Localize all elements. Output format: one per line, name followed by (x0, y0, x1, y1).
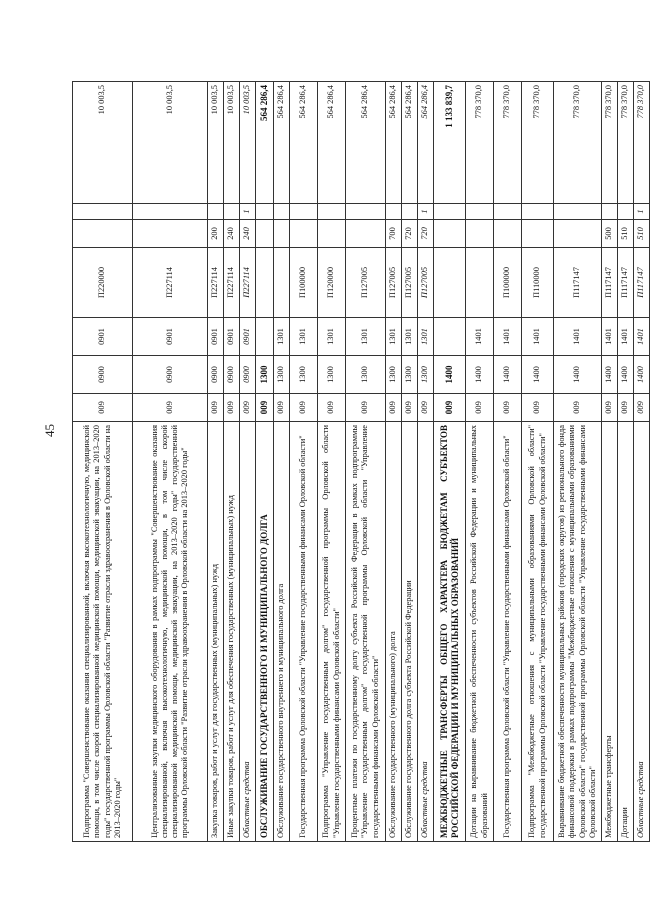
source-code (434, 204, 466, 220)
section-code: 1400 (602, 356, 618, 394)
subsection-code (256, 318, 274, 356)
source-code (494, 204, 522, 220)
grbs-code: 009 (274, 394, 290, 422)
amount: 10 003,5 (133, 82, 208, 204)
target-article-code (466, 248, 494, 318)
budget-table-rotated (72, 82, 646, 842)
row-name: Подпрограмма "Управление государственным долгом" государственной программы Орловской области "Управление государственными финансами Орловской области" (318, 422, 346, 842)
target-article-code: П117147 (618, 248, 634, 318)
table-row (494, 82, 522, 842)
section-code: 0900 (240, 356, 256, 394)
section-code: 1300 (386, 356, 402, 394)
grbs-code: 009 (133, 394, 208, 422)
expense-type-code: 510 (618, 220, 634, 248)
subsection-code: 1401 (602, 318, 618, 356)
target-article-code (256, 248, 274, 318)
source-code (466, 204, 494, 220)
row-name: МЕЖБЮДЖЕТНЫЕ ТРАНСФЕРТЫ ОБЩЕГО ХАРАКТЕРА БЮДЖЕТАМ СУБЪЕКТОВ РОССИЙСКОЙ ФЕДЕРАЦИИ И МУНИЦИПАЛЬНЫХ ОБРАЗОВАНИЙ (434, 422, 466, 842)
amount: 10 003,5 (73, 82, 133, 204)
expense-type-code: 700 (386, 220, 402, 248)
row-name: Обслуживание государственного внутреннего и муниципального долга (274, 422, 290, 842)
section-code: 0900 (224, 356, 240, 394)
section-code: 1400 (634, 356, 650, 394)
row-name: Подпрограмма "Межбюджетные отношения с муниципальными образованиями Орловской области" государственной программы Орловской области "Управление государственными финансами Орловской области" (522, 422, 554, 842)
subsection-code: 1401 (466, 318, 494, 356)
amount: 564 286,4 (402, 82, 418, 204)
source-code (274, 204, 290, 220)
subsection-code: 0901 (240, 318, 256, 356)
source-code (554, 204, 602, 220)
grbs-code: 009 (618, 394, 634, 422)
target-article-code: П100000 (290, 248, 318, 318)
section-code: 0900 (133, 356, 208, 394)
source-code (256, 204, 274, 220)
expense-type-code (522, 220, 554, 248)
source-code (208, 204, 224, 220)
table-row (418, 82, 434, 842)
expense-type-code (256, 220, 274, 248)
target-article-code: П227114 (240, 248, 256, 318)
table-row (402, 82, 418, 842)
source-code (290, 204, 318, 220)
table-row (634, 82, 650, 842)
table-row (602, 82, 618, 842)
row-name: Закупка товаров, работ и услуг для государственных (муниципальных) нужд (208, 422, 224, 842)
section-code: 0900 (208, 356, 224, 394)
budget-table (72, 81, 650, 842)
subsection-code: 0901 (133, 318, 208, 356)
source-code (73, 204, 133, 220)
section-code: 1300 (274, 356, 290, 394)
source-code (618, 204, 634, 220)
grbs-code: 009 (208, 394, 224, 422)
target-article-code: П127005 (346, 248, 386, 318)
subsection-code: 1301 (418, 318, 434, 356)
subsection-code: 1401 (522, 318, 554, 356)
page-number: 45 (42, 424, 57, 437)
table-row (318, 82, 346, 842)
source-code (386, 204, 402, 220)
table-row (346, 82, 386, 842)
amount: 778 370,0 (602, 82, 618, 204)
source-code (522, 204, 554, 220)
grbs-code: 009 (466, 394, 494, 422)
target-article-code: П117147 (554, 248, 602, 318)
subsection-code: 1401 (554, 318, 602, 356)
amount: 1 133 839,7 (434, 82, 466, 204)
expense-type-code (346, 220, 386, 248)
grbs-code: 009 (522, 394, 554, 422)
row-name: Подпрограмма "Совершенствование оказания специализированной, включая высокотехнологичную, медицинской помощи, в том числе скорой специализированной медицинской помощи, медицинской эвакуации, на 2013–2020 годы" государственной программы Орловской области "Развитие отрасли здравоохранения в Орловской области на 2013–2020 годы" (73, 422, 133, 842)
expense-type-code (274, 220, 290, 248)
source-code: 1 (634, 204, 650, 220)
section-code: 1300 (290, 356, 318, 394)
section-code: 1400 (554, 356, 602, 394)
expense-type-code: 240 (224, 220, 240, 248)
grbs-code: 009 (318, 394, 346, 422)
row-name: Межбюджетные трансферты (602, 422, 618, 842)
subsection-code: 1401 (494, 318, 522, 356)
amount: 564 286,4 (256, 82, 274, 204)
subsection-code: 0901 (224, 318, 240, 356)
amount: 564 286,4 (290, 82, 318, 204)
table-row (133, 82, 208, 842)
amount: 10 003,5 (240, 82, 256, 204)
amount: 778 370,0 (522, 82, 554, 204)
source-code (224, 204, 240, 220)
target-article-code: П127005 (418, 248, 434, 318)
source-code (346, 204, 386, 220)
target-article-code: П220000 (73, 248, 133, 318)
target-article-code: П227114 (133, 248, 208, 318)
grbs-code: 009 (290, 394, 318, 422)
row-name: Государственная программа Орловской области "Управление государственными финансами Орловской области" (290, 422, 318, 842)
target-article-code: П110000 (522, 248, 554, 318)
row-name: Государственная программа Орловской области "Управление государственными финансами Орловской области" (494, 422, 522, 842)
target-article-code: П127005 (402, 248, 418, 318)
grbs-code: 009 (602, 394, 618, 422)
grbs-code: 009 (256, 394, 274, 422)
section-code: 1400 (434, 356, 466, 394)
source-code (133, 204, 208, 220)
subsection-code: 1301 (290, 318, 318, 356)
target-article-code: П100000 (494, 248, 522, 318)
table-row (224, 82, 240, 842)
grbs-code: 009 (634, 394, 650, 422)
grbs-code: 009 (386, 394, 402, 422)
subsection-code: 1301 (318, 318, 346, 356)
grbs-code: 009 (402, 394, 418, 422)
expense-type-code (554, 220, 602, 248)
row-name: Областные средства (634, 422, 650, 842)
grbs-code: 009 (73, 394, 133, 422)
target-article-code (274, 248, 290, 318)
section-code: 1400 (522, 356, 554, 394)
expense-type-code (466, 220, 494, 248)
subsection-code (434, 318, 466, 356)
source-code: 1 (418, 204, 434, 220)
section-code: 1300 (346, 356, 386, 394)
table-row (290, 82, 318, 842)
row-name: Централизованные закупки медицинского оборудования в рамках подпрограммы "Совершенствование оказания специализированной, включая высокотехнологичную, медицинской помощи, в том числе скорой специализированной медицинской помощи, медицинской эвакуации, на 2013–2020 годы" государственной программы Орловской области "Развитие отрасли здравоохранения в Орловской области на 2013–2020 годы" (133, 422, 208, 842)
table-row (256, 82, 274, 842)
row-name: ОБСЛУЖИВАНИЕ ГОСУДАРСТВЕННОГО И МУНИЦИПАЛЬНОГО ДОЛГА (256, 422, 274, 842)
amount: 564 286,4 (418, 82, 434, 204)
row-name: Выравнивание бюджетной обеспеченности муниципальных районов (городских округов) из регионального фонда финансовой поддержки в рамках подпрограммы "Межбюджетные отношения с муниципальными образованиями Орловской области" государственной программы Орловской области "Управление государственными финансами Орловской области" (554, 422, 602, 842)
expense-type-code (494, 220, 522, 248)
amount: 564 286,4 (386, 82, 402, 204)
target-article-code (434, 248, 466, 318)
section-code: 1300 (256, 356, 274, 394)
expense-type-code: 500 (602, 220, 618, 248)
table-row (618, 82, 634, 842)
expense-type-code (133, 220, 208, 248)
table-row (240, 82, 256, 842)
amount: 778 370,0 (618, 82, 634, 204)
grbs-code: 009 (224, 394, 240, 422)
section-code: 0900 (73, 356, 133, 394)
subsection-code: 0901 (73, 318, 133, 356)
section-code: 1300 (318, 356, 346, 394)
amount: 778 370,0 (494, 82, 522, 204)
table-row (466, 82, 494, 842)
source-code: 1 (240, 204, 256, 220)
table-row (274, 82, 290, 842)
grbs-code: 009 (434, 394, 466, 422)
source-code (318, 204, 346, 220)
subsection-code: 1301 (402, 318, 418, 356)
table-row (208, 82, 224, 842)
amount: 778 370,0 (634, 82, 650, 204)
subsection-code: 1301 (274, 318, 290, 356)
subsection-code: 1301 (346, 318, 386, 356)
amount: 564 286,4 (318, 82, 346, 204)
section-code: 1300 (402, 356, 418, 394)
amount: 778 370,0 (466, 82, 494, 204)
expense-type-code (434, 220, 466, 248)
expense-type-code (73, 220, 133, 248)
row-name: Областные средства (240, 422, 256, 842)
amount: 778 370,0 (554, 82, 602, 204)
target-article-code: П127005 (386, 248, 402, 318)
subsection-code: 1301 (386, 318, 402, 356)
expense-type-code (290, 220, 318, 248)
expense-type-code: 240 (240, 220, 256, 248)
target-article-code: П117147 (634, 248, 650, 318)
grbs-code: 009 (554, 394, 602, 422)
row-name: Процентные платежи по государственному долгу субъекта Российской Федерации в рамках подпрограммы "Управление государственным долгом" государственной программы Орловской области "Управление государственными финансами Орловской области" (346, 422, 386, 842)
target-article-code: П227114 (208, 248, 224, 318)
subsection-code: 0901 (208, 318, 224, 356)
row-name: Областные средства (418, 422, 434, 842)
expense-type-code: 720 (418, 220, 434, 248)
expense-type-code: 510 (634, 220, 650, 248)
source-code (402, 204, 418, 220)
table-row (434, 82, 466, 842)
source-code (602, 204, 618, 220)
target-article-code: П120000 (318, 248, 346, 318)
section-code: 1400 (466, 356, 494, 394)
amount: 10 003,5 (208, 82, 224, 204)
table-row (73, 82, 133, 842)
grbs-code: 009 (240, 394, 256, 422)
row-name: Иные закупки товаров, работ и услуг для обеспечения государственных (муниципальных) нужд (224, 422, 240, 842)
row-name: Дотации на выравнивание бюджетной обеспеченности субъектов Российской Федерации и муниципальных образований (466, 422, 494, 842)
expense-type-code (318, 220, 346, 248)
amount: 564 286,4 (274, 82, 290, 204)
grbs-code: 009 (346, 394, 386, 422)
grbs-code: 009 (494, 394, 522, 422)
subsection-code: 1401 (618, 318, 634, 356)
section-code: 1400 (494, 356, 522, 394)
table-row (554, 82, 602, 842)
subsection-code: 1401 (634, 318, 650, 356)
expense-type-code: 200 (208, 220, 224, 248)
row-name: Обслуживание государственного долга субъекта Российской Федерации (402, 422, 418, 842)
section-code: 1300 (418, 356, 434, 394)
expense-type-code: 720 (402, 220, 418, 248)
table-row (386, 82, 402, 842)
target-article-code: П117147 (602, 248, 618, 318)
grbs-code: 009 (418, 394, 434, 422)
amount: 564 286,4 (346, 82, 386, 204)
row-name: Дотации (618, 422, 634, 842)
row-name: Обслуживание государственного (муниципального) долга (386, 422, 402, 842)
target-article-code: П227114 (224, 248, 240, 318)
section-code: 1400 (618, 356, 634, 394)
amount: 10 003,5 (224, 82, 240, 204)
table-row (522, 82, 554, 842)
